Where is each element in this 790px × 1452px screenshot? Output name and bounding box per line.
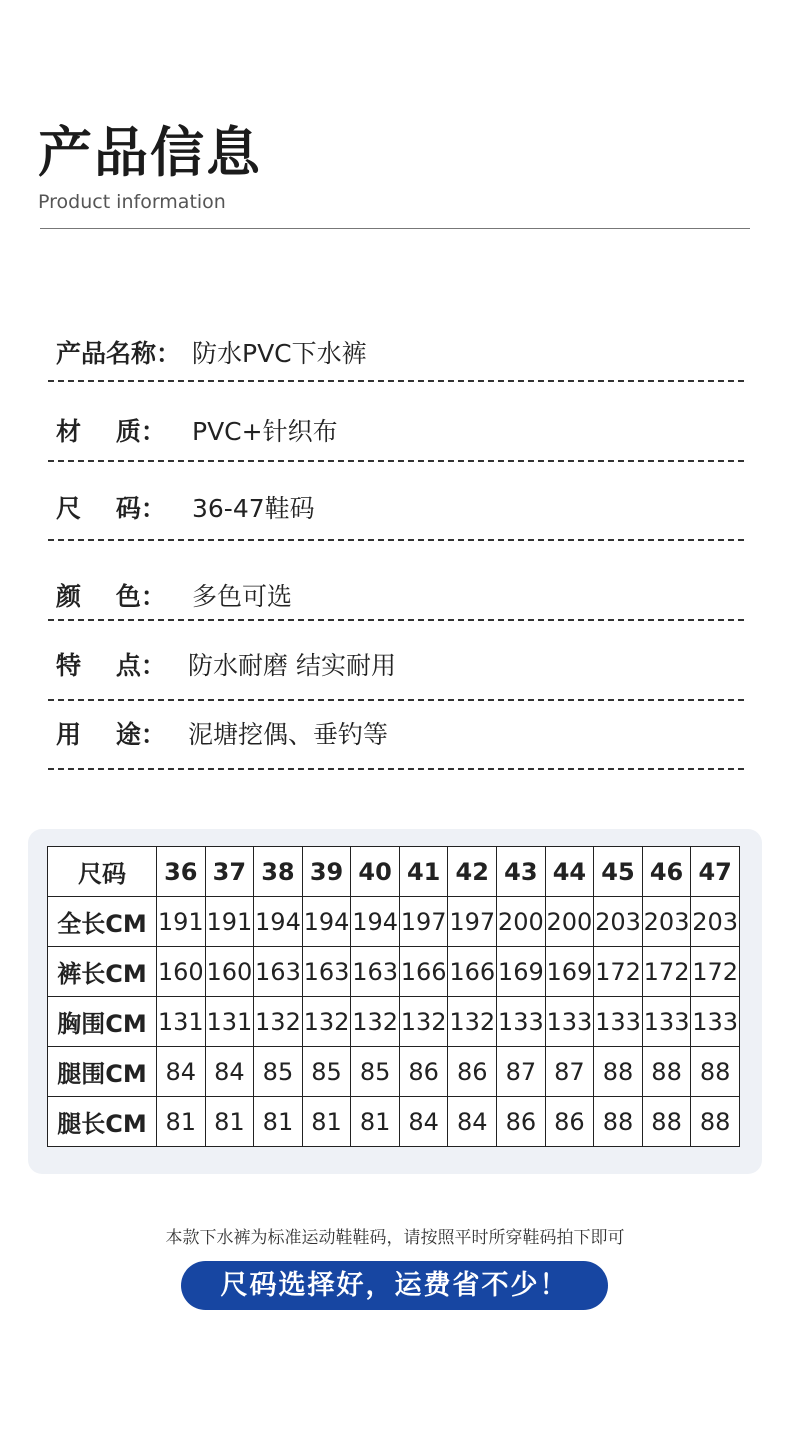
size-table-cell: 87 bbox=[497, 1047, 546, 1097]
size-table-cell: 194 bbox=[254, 897, 303, 947]
size-table-cell: 166 bbox=[399, 947, 448, 997]
size-table-cell: 85 bbox=[254, 1047, 303, 1097]
info-label: 颜 色 bbox=[56, 582, 141, 611]
size-table-row bbox=[48, 1047, 740, 1097]
info-label: 特 点 bbox=[56, 651, 141, 680]
info-label: 产品名称 bbox=[56, 339, 157, 368]
size-table-cell: 88 bbox=[642, 1047, 691, 1097]
info-value: 泥塘挖偶、垂钓等 bbox=[188, 720, 389, 749]
size-table-cell: 160 bbox=[205, 947, 254, 997]
size-table-cell: 131 bbox=[157, 997, 206, 1047]
size-table-column-header: 44 bbox=[545, 847, 594, 897]
size-table-column-header: 37 bbox=[205, 847, 254, 897]
size-table-cell: 132 bbox=[254, 997, 303, 1047]
size-table-cell: 169 bbox=[497, 947, 546, 997]
size-table-cell: 194 bbox=[351, 897, 400, 947]
size-table-cell: 87 bbox=[545, 1047, 594, 1097]
size-table-cell: 85 bbox=[351, 1047, 400, 1097]
size-table-cell: 133 bbox=[594, 997, 643, 1047]
size-table-cell: 132 bbox=[399, 997, 448, 1047]
size-table-column-header: 41 bbox=[399, 847, 448, 897]
size-table-cell: 84 bbox=[157, 1047, 206, 1097]
size-table-row-label: 胸围CM bbox=[48, 997, 157, 1047]
size-table-cell: 86 bbox=[448, 1047, 497, 1097]
size-table-cell: 172 bbox=[691, 947, 740, 997]
size-table-column-header: 38 bbox=[254, 847, 303, 897]
info-label: 尺 码 bbox=[56, 494, 141, 523]
info-row-name bbox=[56, 334, 746, 374]
size-table-column-header: 46 bbox=[642, 847, 691, 897]
dashed-divider bbox=[48, 619, 744, 621]
size-table-cell: 203 bbox=[691, 897, 740, 947]
info-row-material bbox=[56, 412, 746, 452]
size-table-column-header: 39 bbox=[302, 847, 351, 897]
size-table-column-header: 40 bbox=[351, 847, 400, 897]
size-table-row bbox=[48, 897, 740, 947]
info-colon: ： bbox=[140, 582, 166, 611]
info-colon: ： bbox=[140, 651, 166, 680]
promo-banner: 尺码选择好，运费省不少！ bbox=[181, 1261, 608, 1310]
size-table-cell: 191 bbox=[205, 897, 254, 947]
info-row-color bbox=[56, 577, 746, 617]
size-table-cell: 88 bbox=[594, 1047, 643, 1097]
size-table-cell: 163 bbox=[351, 947, 400, 997]
size-table-cell: 133 bbox=[497, 997, 546, 1047]
info-value: 防水PVC下水裤 bbox=[192, 339, 367, 368]
size-table-row bbox=[48, 997, 740, 1047]
info-colon: ： bbox=[156, 339, 182, 368]
size-table-row bbox=[48, 1097, 740, 1147]
info-value: 防水耐磨 结实耐用 bbox=[188, 651, 396, 680]
size-table-cell: 131 bbox=[205, 997, 254, 1047]
size-table-column-header: 42 bbox=[448, 847, 497, 897]
size-note: 本款下水裤为标准运动鞋鞋码，请按照平时所穿鞋码拍下即可 bbox=[165, 1228, 625, 1248]
size-table-cell: 88 bbox=[642, 1097, 691, 1147]
info-label: 材 质 bbox=[56, 417, 141, 446]
size-table-cell: 172 bbox=[642, 947, 691, 997]
size-table-cell: 191 bbox=[157, 897, 206, 947]
info-colon: ： bbox=[140, 417, 166, 446]
size-table-cell: 203 bbox=[594, 897, 643, 947]
size-table-cell: 86 bbox=[399, 1047, 448, 1097]
info-row-size bbox=[56, 489, 746, 529]
size-table-column-header: 45 bbox=[594, 847, 643, 897]
size-table-cell: 88 bbox=[691, 1097, 740, 1147]
size-table-row-label: 腿长CM bbox=[48, 1097, 157, 1147]
size-table-cell: 197 bbox=[448, 897, 497, 947]
size-table-cell: 84 bbox=[448, 1097, 497, 1147]
dashed-divider bbox=[48, 380, 744, 382]
size-table-cell: 203 bbox=[642, 897, 691, 947]
size-table-cell: 86 bbox=[497, 1097, 546, 1147]
info-colon: ： bbox=[140, 720, 166, 749]
size-table-row-label: 全长CM bbox=[48, 897, 157, 947]
size-table-cell: 200 bbox=[545, 897, 594, 947]
size-table-cell: 169 bbox=[545, 947, 594, 997]
size-table-cell: 194 bbox=[302, 897, 351, 947]
info-colon: ： bbox=[140, 494, 166, 523]
size-table-cell: 84 bbox=[205, 1047, 254, 1097]
title-divider bbox=[40, 228, 750, 229]
size-table-cell: 166 bbox=[448, 947, 497, 997]
size-table-cell: 84 bbox=[399, 1097, 448, 1147]
size-table-cell: 133 bbox=[691, 997, 740, 1047]
size-chart-table bbox=[47, 846, 740, 1147]
size-table-cell: 88 bbox=[691, 1047, 740, 1097]
size-table-cell: 85 bbox=[302, 1047, 351, 1097]
dashed-divider bbox=[48, 539, 744, 541]
size-table-column-header: 47 bbox=[691, 847, 740, 897]
size-table-cell: 200 bbox=[497, 897, 546, 947]
size-table-row-label: 腿围CM bbox=[48, 1047, 157, 1097]
size-table-cell: 132 bbox=[351, 997, 400, 1047]
info-row-feature bbox=[56, 646, 746, 686]
size-table-column-header: 43 bbox=[497, 847, 546, 897]
size-table-cell: 172 bbox=[594, 947, 643, 997]
size-table-cell: 160 bbox=[157, 947, 206, 997]
page-subtitle: Product information bbox=[38, 191, 226, 213]
size-table-cell: 197 bbox=[399, 897, 448, 947]
size-table-column-header: 36 bbox=[157, 847, 206, 897]
info-label: 用 途 bbox=[56, 720, 141, 749]
info-value: PVC+针织布 bbox=[192, 417, 338, 446]
dashed-divider bbox=[48, 460, 744, 462]
dashed-divider bbox=[48, 699, 744, 701]
size-table-cell: 133 bbox=[545, 997, 594, 1047]
size-table-cell: 163 bbox=[302, 947, 351, 997]
size-table-cell: 132 bbox=[302, 997, 351, 1047]
size-table-cell: 81 bbox=[302, 1097, 351, 1147]
size-table-cell: 86 bbox=[545, 1097, 594, 1147]
size-table-corner: 尺码 bbox=[48, 847, 157, 897]
size-table-cell: 81 bbox=[351, 1097, 400, 1147]
info-value: 36-47鞋码 bbox=[192, 494, 315, 523]
info-value: 多色可选 bbox=[192, 582, 293, 611]
size-table-cell: 163 bbox=[254, 947, 303, 997]
info-row-usage bbox=[56, 715, 746, 755]
size-table-cell: 88 bbox=[594, 1097, 643, 1147]
page-title: 产品信息 bbox=[38, 121, 262, 184]
size-table-cell: 81 bbox=[254, 1097, 303, 1147]
size-table-cell: 81 bbox=[205, 1097, 254, 1147]
size-table-row-label: 裤长CM bbox=[48, 947, 157, 997]
size-table-cell: 81 bbox=[157, 1097, 206, 1147]
size-table-cell: 133 bbox=[642, 997, 691, 1047]
size-table-cell: 132 bbox=[448, 997, 497, 1047]
size-table-header-row bbox=[48, 847, 740, 897]
size-table-row bbox=[48, 947, 740, 997]
dashed-divider bbox=[48, 768, 744, 770]
